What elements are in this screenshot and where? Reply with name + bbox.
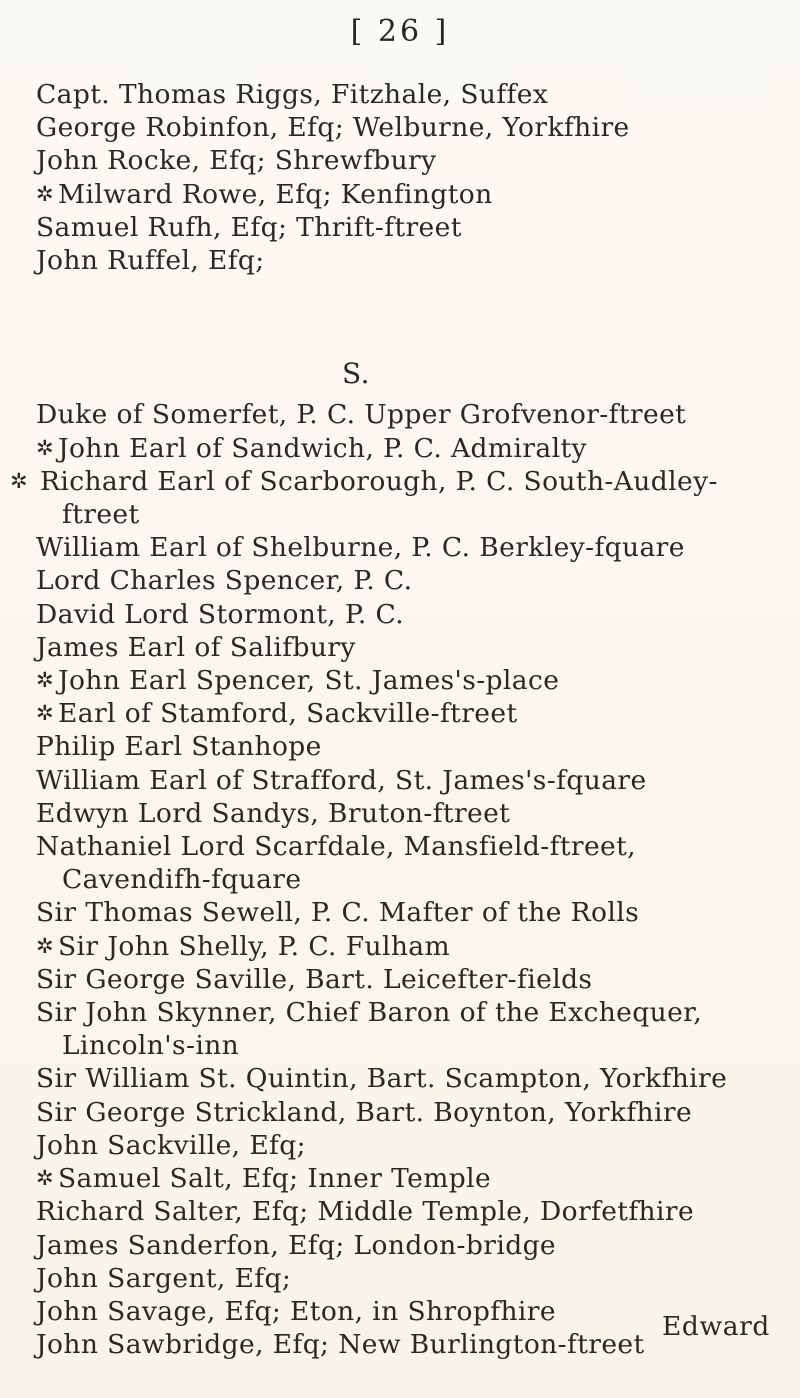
entry-text: Samuel Salt, Efq; Inner Temple	[58, 1163, 492, 1195]
entry-text: James Earl of Salifbury	[36, 631, 356, 663]
entry-text: John Earl Spencer, St. James's-place	[58, 665, 560, 697]
entry-text: John Sargent, Efq;	[36, 1262, 292, 1294]
asterism-icon: ✲	[36, 668, 54, 693]
list-item	[36, 830, 786, 896]
entry-text: Philip Earl Stanhope	[36, 731, 322, 763]
list-item	[36, 178, 786, 211]
list-item	[36, 78, 786, 111]
entry-text: Sir Thomas Sewell, P. C. Mafter of the Rolls	[36, 897, 640, 929]
list-item	[36, 996, 786, 1062]
entry-text: Milward Rowe, Efq; Kenfington	[58, 178, 493, 210]
entry-text: David Lord Stormont, P. C.	[36, 598, 405, 630]
list-item	[36, 1229, 786, 1262]
list-item	[36, 398, 786, 431]
list-item	[36, 1129, 786, 1162]
list-item: ✲ Richard Earl of Scarborough, P. C. South-Audley-ftreet	[10, 465, 718, 531]
entry-text: William Earl of Strafford, St. James's-fquare	[36, 764, 647, 796]
list-item	[36, 1162, 786, 1195]
catchword: Edward	[661, 1311, 770, 1342]
asterism-icon: ✲	[36, 435, 54, 460]
list-item	[36, 896, 786, 929]
entry-text: John Sawbridge, Efq; New Burlington-ftreet	[36, 1329, 645, 1361]
entry-text: Sir John Skynner, Chief Baron of the Exchequer, Lincoln's-inn	[36, 997, 703, 1062]
asterism-icon: ✲	[36, 181, 54, 206]
entry-text: Sir William St. Quintin, Bart. Scampton, Yorkfhire	[36, 1063, 728, 1095]
entry-text: John Savage, Efq; Eton, in Shropfhire	[36, 1295, 556, 1327]
entry-text: John Ruffel, Efq;	[36, 245, 265, 277]
entry-text: Samuel Rufh, Efq; Thrift-ftreet	[36, 211, 462, 243]
list-item	[36, 432, 786, 465]
asterism-icon: ✲	[36, 933, 54, 958]
entry-text: John Sackville, Efq;	[36, 1129, 306, 1161]
asterism-icon: ✲	[36, 1166, 54, 1191]
entry-text: John Earl of Sandwich, P. C. Admiralty	[58, 432, 587, 464]
entry-text: James Sanderfon, Efq; London-bridge	[36, 1229, 557, 1261]
entry-text: George Robinfon, Efq; Welburne, Yorkfhire	[36, 112, 630, 144]
page-number: [ 26 ]	[350, 14, 450, 49]
entry-text: Lord Charles Spencer, P. C.	[36, 565, 413, 597]
entry-text: Capt. Thomas Riggs, Fitzhale, Suffex	[36, 79, 549, 110]
entry-text: Richard Earl of Scarborough, P. C. South-Audley-ftreet	[40, 465, 718, 531]
entry-text: Duke of Somerfet, P. C. Upper Grofvenor-ftreet	[36, 399, 687, 431]
asterism-icon: ✲	[36, 701, 54, 726]
list-item	[36, 144, 786, 177]
subscriber-list	[10, 78, 786, 1361]
list-item	[36, 1262, 786, 1295]
list-item	[36, 631, 786, 664]
entry-text: Richard Salter, Efq; Middle Temple, Dorfetfhire	[36, 1196, 695, 1228]
list-item	[36, 697, 786, 730]
list-item	[36, 1096, 786, 1129]
list-item	[36, 963, 786, 996]
entry-text: Sir George Strickland, Bart. Boynton, Yorkfhire	[36, 1096, 693, 1128]
list-item	[36, 797, 786, 830]
list-item	[36, 111, 786, 144]
entry-text: Sir George Saville, Bart. Leicefter-fields	[36, 963, 593, 995]
list-item	[36, 564, 786, 597]
list-item	[36, 244, 786, 277]
entry-text: Earl of Stamford, Sackville-ftreet	[58, 698, 518, 730]
entry-text: William Earl of Shelburne, P. C. Berkley-fquare	[36, 532, 685, 564]
entry-text: Edwyn Lord Sandys, Bruton-ftreet	[36, 797, 511, 829]
list-item	[36, 730, 786, 763]
entry-text: Nathaniel Lord Scarfdale, Mansfield-ftreet, Cavendifh-fquare	[36, 831, 636, 896]
list-item	[36, 531, 786, 564]
list-item	[36, 764, 786, 797]
list-item	[36, 930, 786, 963]
list-item	[36, 664, 786, 697]
entry-text: Sir John Shelly, P. C. Fulham	[58, 930, 451, 962]
list-item	[36, 1195, 786, 1228]
list-item	[36, 211, 786, 244]
list-item	[36, 598, 786, 631]
entry-text: John Rocke, Efq; Shrewfbury	[36, 145, 437, 177]
list-item	[36, 1062, 786, 1095]
section-heading: S.	[342, 357, 370, 391]
